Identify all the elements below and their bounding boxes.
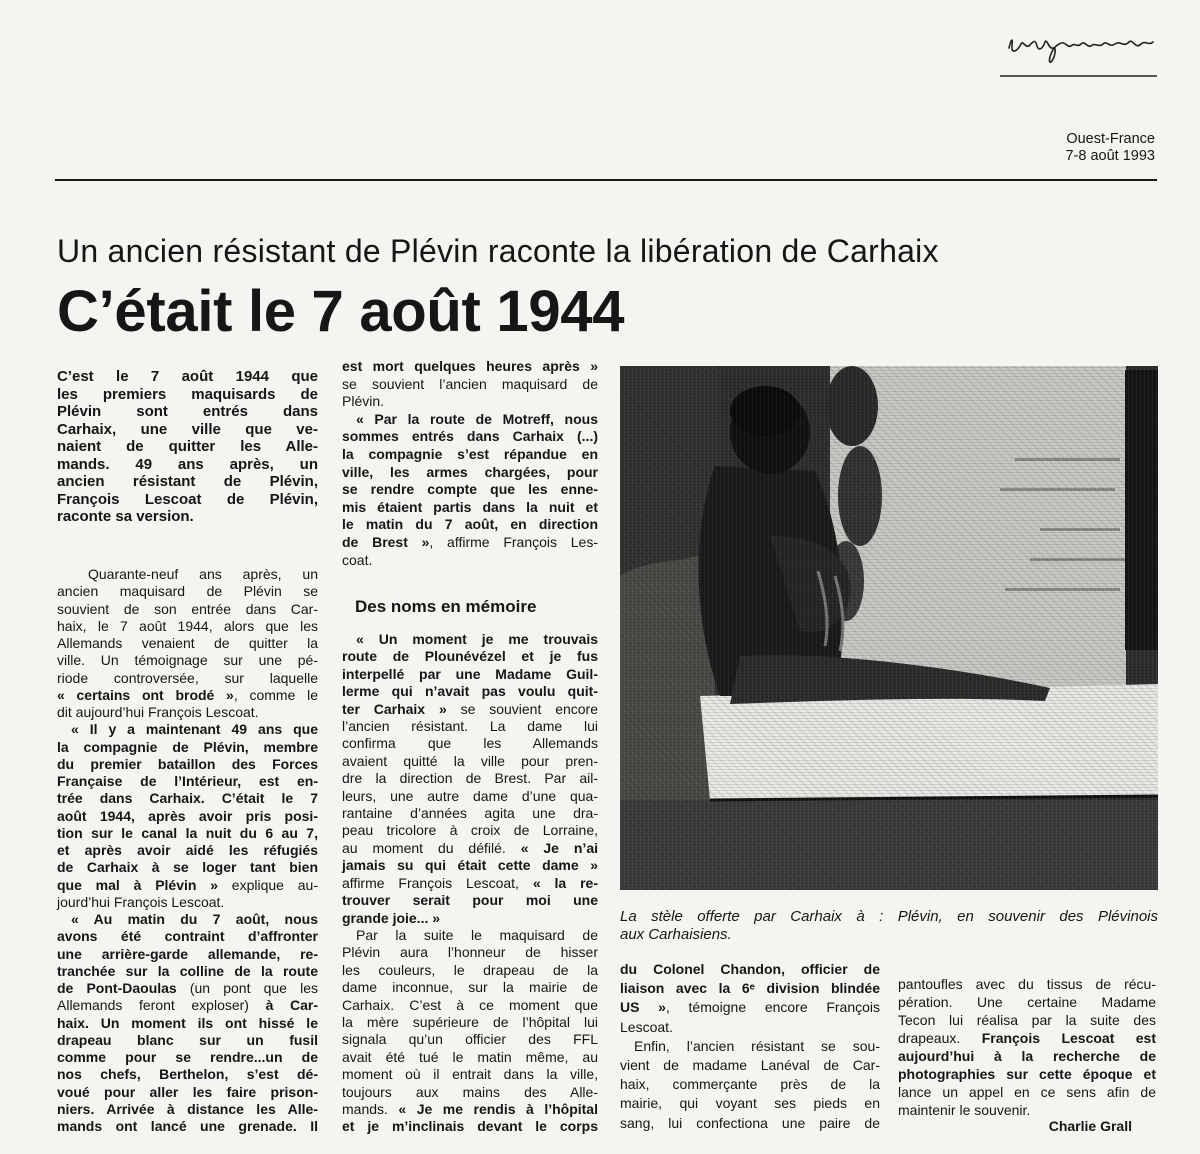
text-line (57, 438, 318, 456)
text-line (898, 1065, 1156, 1083)
text-line (342, 962, 598, 979)
text-line (620, 979, 880, 998)
text-line (342, 376, 598, 394)
text-run: est mort quelques heures après » (342, 358, 598, 374)
text-line (57, 997, 318, 1014)
text-run: les couleurs, le drapeau de la (342, 961, 598, 978)
paragraph (57, 721, 318, 911)
column-2-bottom (342, 631, 598, 1136)
text-run: sang, lui confectiona une paire de (620, 1114, 880, 1131)
text-run: Tecon lui réalisa par la suite des (898, 1012, 1156, 1028)
handwritten-scribble (1009, 40, 1153, 62)
article-headline: C’était le 7 août 1944 (57, 279, 625, 344)
text-line (342, 944, 598, 961)
text-run: nos chefs, Berthelon, s’est dé- (57, 1066, 318, 1083)
text-run: « certains ont brodé » (57, 686, 234, 703)
text-run: jamais su qui était cette dame » (342, 857, 598, 874)
text-run: signala qu’un officier des FFL (342, 1031, 598, 1048)
text-run: du Colonel Chandon, officier de (620, 961, 880, 977)
text-run: rantaine d’années agita une dra- (342, 805, 598, 822)
text-line (57, 790, 318, 807)
text-line (620, 998, 880, 1017)
text-line (342, 499, 598, 517)
text-line (620, 960, 880, 979)
text-run: une arrière-garde allemande, re- (57, 945, 318, 962)
text-run: mands. (342, 1100, 399, 1117)
text-run: dame inconnue, sur la mairie de (342, 979, 598, 996)
text-line (57, 859, 318, 876)
text-line (57, 1032, 318, 1049)
text-line (342, 358, 598, 376)
text-line (342, 788, 598, 805)
text-line (620, 1018, 880, 1037)
text-line (620, 1056, 880, 1075)
text-line (57, 421, 318, 439)
text-line (342, 892, 598, 909)
text-run: « Par la route de Motreff, nous (356, 410, 598, 427)
text-run: Carhaix. C’est à ce moment que (342, 996, 598, 1013)
handwritten-annotation (995, 18, 1165, 82)
text-line (57, 721, 318, 738)
text-run: souvient de son entrée dans Car- (57, 600, 318, 617)
text-run: peau tricolore à croix de Lorraine, (342, 822, 598, 839)
text-line (342, 1101, 598, 1118)
text-line (342, 997, 598, 1014)
text-run: route de Plounévézel et je fus (342, 648, 598, 665)
section-subhead: Des noms en mémoire (355, 597, 537, 616)
text-run: de Pont-Daoulas (57, 980, 177, 996)
publication-date: 7-8 août 1993 (1065, 148, 1155, 164)
text-run: dre la direction de Brest. Par ail- (342, 770, 598, 787)
text-line (342, 979, 598, 996)
publication-name: Ouest-France (1066, 131, 1155, 147)
text-line (57, 1066, 318, 1083)
paragraph (620, 908, 1158, 944)
text-run: « Il y a maintenant 49 ans que (71, 721, 318, 738)
text-line (57, 980, 318, 997)
paragraph (57, 368, 318, 526)
text-line (57, 368, 318, 386)
text-line (342, 718, 598, 735)
text-run: « la re- (532, 874, 599, 891)
text-line (57, 963, 318, 980)
text-run: coat. (342, 551, 373, 568)
text-line (342, 683, 598, 700)
text-run: tion sur le canal la nuit du 6 au 7, (57, 824, 318, 841)
text-run: se souvient encore (446, 700, 598, 717)
text-run: mands. 49 ans après, un (57, 455, 318, 473)
text-line (620, 926, 1158, 944)
author-byline: Charlie Grall (1048, 1118, 1132, 1134)
text-line (57, 808, 318, 825)
text-line (898, 1029, 1156, 1047)
text-line (620, 1094, 880, 1113)
text-run: à Car- (265, 997, 318, 1014)
text-run: comme pour se rendre...un de (57, 1049, 318, 1065)
text-run: riode controversée, sur laquelle (57, 669, 318, 686)
text-line (342, 770, 598, 787)
text-line (342, 875, 598, 892)
text-run: ancien résistant de Plévin, (57, 473, 318, 490)
text-run: mands ont lancé une grenade. Il (57, 1118, 318, 1134)
text-line (342, 428, 598, 446)
text-line (342, 1014, 598, 1031)
text-run: Française de l’Intérieur, est en- (57, 773, 318, 789)
text-run: l’ancien résistant. La dame lui (342, 718, 598, 735)
text-run: de Carhaix à se loger tant bien (57, 859, 318, 876)
text-run: François Lescoat de Plévin, (57, 490, 318, 508)
text-line (620, 1075, 880, 1094)
text-run: Allemands feront exploser) (57, 997, 266, 1014)
text-run: du premier bataillon des Forces (57, 755, 318, 772)
text-line (57, 1049, 318, 1066)
text-line (57, 618, 318, 635)
column-3 (620, 960, 880, 1133)
text-line (620, 1037, 880, 1056)
text-line (342, 701, 598, 718)
text-run: pération. Une certaine Madame (898, 994, 1156, 1010)
text-line (898, 993, 1156, 1011)
text-line (57, 928, 318, 945)
text-line (342, 1118, 598, 1135)
text-run: et je m’inclinais devant le corps (342, 1118, 598, 1135)
text-line (342, 927, 598, 944)
text-line (342, 857, 598, 874)
text-line (57, 386, 318, 404)
text-run: interpellé par une Madame Guil- (342, 665, 598, 682)
paragraph (342, 411, 598, 569)
text-line (57, 635, 318, 652)
text-line (342, 411, 598, 429)
text-line (342, 648, 598, 665)
text-line (57, 773, 318, 790)
paragraph (342, 358, 598, 411)
text-run: mairie, qui voyant ses pieds en (620, 1095, 880, 1112)
text-run: pantoufles avec du tissus de récu- (898, 976, 1156, 992)
paragraph (57, 566, 318, 721)
stele-photo (620, 366, 1158, 890)
text-run: « Je me rendis à l’hôpital (398, 1100, 598, 1117)
text-run: ter Carhaix » (342, 700, 447, 717)
text-line (342, 631, 598, 648)
text-run: aux Carhaisiens. (620, 926, 732, 943)
text-line (57, 491, 318, 509)
text-run: trée dans Carhaix. C’était le 7 (57, 790, 318, 807)
text-run: drapeau blanc sur un fusil (57, 1031, 318, 1048)
text-line (57, 1084, 318, 1101)
column-4 (898, 975, 1156, 1119)
text-run: dit aujourd’hui François Lescoat. (57, 704, 259, 720)
text-run: ville, les armes chargées, pour (342, 463, 598, 480)
text-run: Quarante-neuf ans après, un (88, 566, 318, 582)
text-run: raconte sa version. (57, 508, 194, 525)
text-line (57, 739, 318, 756)
text-run: , affirme François Les- (429, 533, 598, 550)
text-line (342, 534, 598, 552)
text-line (342, 516, 598, 534)
text-line (57, 911, 318, 928)
text-run: leurs, une autre dame d’une qua- (342, 787, 598, 804)
text-run: avons été contraint d’affronter (57, 928, 318, 945)
text-run: se rendre compte que les enne- (342, 481, 598, 498)
text-line (57, 1101, 318, 1118)
text-run: mis étaient partis dans la nuit et (342, 498, 598, 515)
text-run: toujours aux mains des Alle- (342, 1083, 598, 1100)
text-line (57, 456, 318, 474)
text-line (342, 552, 598, 570)
text-run: les premiers maquisards de (57, 385, 318, 403)
text-line (898, 1011, 1156, 1029)
text-run: drapeaux. (898, 1030, 982, 1046)
text-line (57, 756, 318, 773)
text-line (57, 1015, 318, 1032)
text-run: la compagnie s’est répandue en (342, 445, 598, 462)
text-run: , témoigne encore François (665, 999, 881, 1016)
text-line (57, 894, 318, 911)
text-run: « Je n’ai (520, 839, 598, 856)
text-run: de Brest » (342, 533, 430, 550)
text-line (342, 446, 598, 464)
lead-paragraph (57, 368, 318, 526)
text-run: Plévin aura l’honneur de hisser (342, 944, 598, 961)
text-run: aujourd’hui à la recherche de (898, 1048, 1156, 1064)
text-line (57, 704, 318, 721)
text-run: Carhaix, une ville que ve- (57, 420, 318, 438)
text-line (342, 805, 598, 822)
text-run: explique au- (218, 876, 318, 893)
paragraph (620, 960, 880, 1037)
text-run: le matin du 7 août, en direction (342, 516, 598, 533)
text-line (342, 1066, 598, 1083)
column-2-top (342, 358, 598, 569)
photo-grain (620, 366, 1158, 890)
text-run: avaient quitté la ville pour pren- (342, 752, 598, 769)
text-run: août 1944, après avoir pris posi- (57, 807, 318, 824)
text-line (342, 822, 598, 839)
text-line (57, 473, 318, 491)
text-line (898, 1083, 1156, 1101)
text-run: (un pont que les (176, 980, 318, 996)
text-run: photographies sur cette époque et (898, 1066, 1156, 1082)
paragraph (342, 927, 598, 1136)
paragraph (898, 975, 1156, 1119)
text-line (342, 753, 598, 770)
text-line (57, 601, 318, 618)
paragraph (620, 1037, 880, 1133)
text-run: « Au matin du 7 août, nous (71, 911, 318, 927)
text-run: jourd’hui François Lescoat. (57, 893, 225, 910)
text-line (57, 877, 318, 894)
text-line (342, 464, 598, 482)
text-line (57, 842, 318, 859)
text-run: naient de quitter les Alle- (57, 438, 318, 455)
text-line (342, 393, 598, 411)
text-run: vient de madame Lanéval de Car- (620, 1057, 880, 1074)
text-line (620, 1114, 880, 1133)
text-run: , comme le (233, 686, 319, 703)
text-run: Par la suite le maquisard de (356, 926, 598, 943)
text-line (57, 687, 318, 704)
text-run: se souvient l’ancien maquisard de (342, 375, 598, 392)
text-run: tranchée sur la colline de la route (57, 962, 318, 979)
text-run: affirme François Lescoat, (342, 874, 533, 891)
text-run: Lescoat. (620, 1018, 673, 1035)
column-1 (57, 566, 318, 1135)
text-run: haix, commerçante près de la (620, 1076, 880, 1093)
text-line (898, 975, 1156, 993)
text-run: La stèle offerte par Carhaix à : Plévin, en souvenir des Plévinois (620, 908, 1158, 925)
text-run: trouver serait pour moi une (342, 892, 598, 909)
text-run: au moment du défilé. (342, 839, 521, 856)
text-line (57, 670, 318, 687)
text-run: moment où il entrait dans la ville, (342, 1066, 598, 1083)
text-run: la mère supérieure de l’hôpital lui (342, 1013, 598, 1030)
text-run: C’est le 7 août 1944 que (57, 368, 318, 385)
text-run: haix. Un moment ils ont hissé le (57, 1014, 318, 1031)
text-run: confirma que les Allemands (342, 735, 598, 752)
text-run: Plévin sont entrés dans (57, 403, 318, 420)
text-run: avait été tué le matin même, au (342, 1048, 598, 1065)
text-line (342, 481, 598, 499)
text-run: ancien maquisard de Plévin se (57, 583, 318, 600)
article-kicker: Un ancien résistant de Plévin raconte la libération de Carhaix (57, 233, 939, 269)
text-line (342, 840, 598, 857)
text-run: la compagnie de Plévin, membre (57, 738, 318, 755)
text-run: US » (620, 999, 666, 1016)
text-line (342, 1031, 598, 1048)
text-line (342, 666, 598, 683)
text-run: Enfin, l’ancien résistant se sou- (634, 1037, 880, 1054)
text-run: liaison avec la 6ᵉ division blindée (620, 980, 880, 997)
text-run: François Lescoat est (981, 1030, 1156, 1046)
text-run: « Un moment je me trouvais (356, 631, 598, 647)
text-line (57, 403, 318, 421)
text-run: ville. Un témoignage sur une pé- (57, 652, 318, 669)
header-rule (55, 179, 1157, 181)
text-run: lerme qui n’avait pas voulu quit- (342, 683, 598, 700)
text-line (342, 735, 598, 752)
text-line (57, 825, 318, 842)
text-run: niers. Arrivée à distance les Alle- (57, 1100, 318, 1117)
text-run: et après avoir aidé les réfugiés (57, 842, 318, 858)
paragraph (57, 911, 318, 1135)
text-run: grande joie... » (342, 909, 441, 926)
paragraph (342, 631, 598, 927)
text-line (57, 566, 318, 583)
text-run: voué pour aller les faire prison- (57, 1083, 318, 1100)
text-run: Allemands venaient de quitter la (57, 635, 318, 651)
text-line (57, 652, 318, 669)
text-line (57, 508, 318, 526)
text-line (57, 583, 318, 600)
photo-caption (620, 908, 1158, 944)
text-line (342, 910, 598, 927)
text-run: que mal à Plévin » (57, 876, 219, 893)
text-run: sommes entrés dans Carhaix (...) (342, 428, 598, 445)
text-line (898, 1047, 1156, 1065)
text-line (342, 1049, 598, 1066)
source-info (1066, 131, 1156, 165)
text-run: lance un appel en ce sens afin de (898, 1084, 1156, 1100)
text-run: Plévin. (342, 393, 385, 410)
text-line (620, 908, 1158, 926)
text-line (57, 1118, 318, 1135)
text-line (57, 946, 318, 963)
text-line (342, 1084, 598, 1101)
text-run: haix, le 7 août 1944, alors que les (57, 617, 318, 634)
text-run: maintenir le souvenir. (898, 1102, 1031, 1118)
